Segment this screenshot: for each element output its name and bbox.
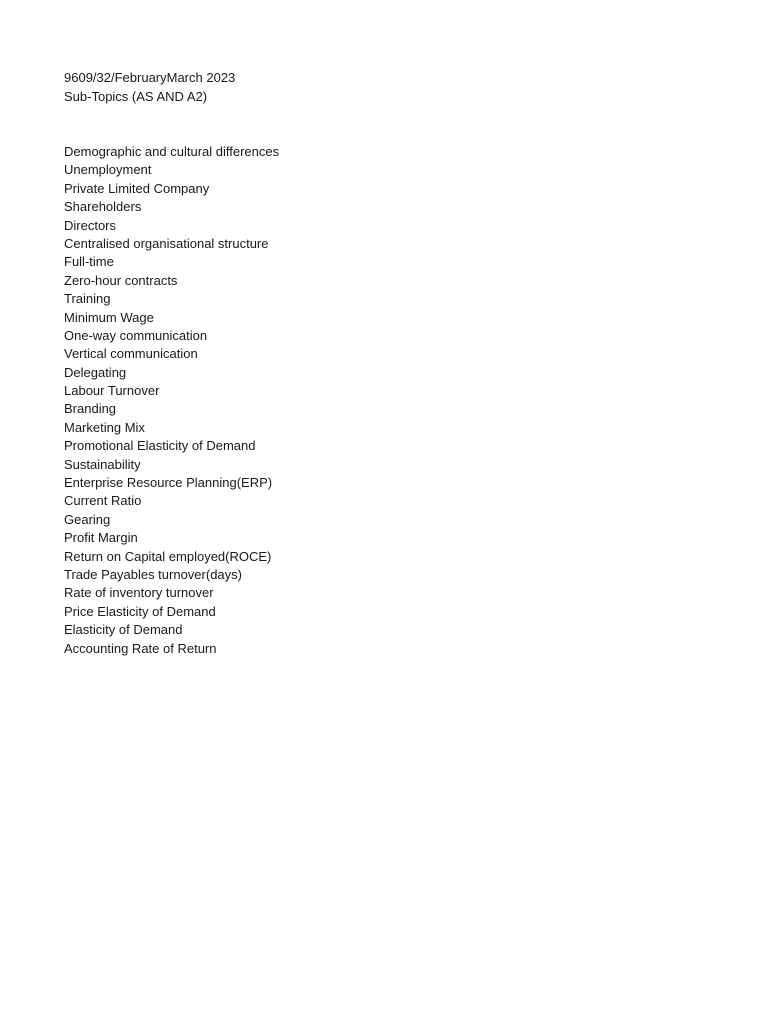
topic-item: Trade Payables turnover(days) (64, 566, 242, 582)
document-header (64, 69, 704, 106)
topic-item: Zero-hour contracts (64, 272, 178, 288)
topic-item: Marketing Mix (64, 419, 145, 435)
topic-item: Sustainability (64, 456, 141, 472)
topic-item: One-way communication (64, 327, 208, 343)
paper-code: 9609/32/FebruaryMarch 2023 (64, 70, 236, 85)
topic-item: Profit Margin (64, 530, 138, 546)
topic-item: Current Ratio (64, 493, 142, 509)
topic-item: Centralised organisational structure (64, 235, 269, 251)
topic-item: Branding (64, 401, 117, 417)
topic-item: Minimum Wage (64, 309, 154, 325)
topic-item: Full-time (64, 254, 114, 270)
topic-item: Accounting Rate of Return (64, 640, 217, 656)
topic-item: Rate of inventory turnover (64, 585, 214, 601)
topic-item: Delegating (64, 364, 127, 380)
document-page (64, 69, 704, 658)
topic-list (64, 143, 704, 658)
topic-item: Private Limited Company (64, 180, 210, 196)
topic-item: Shareholders (64, 199, 142, 215)
topic-item: Price Elasticity of Demand (64, 603, 216, 619)
header-spacer (64, 106, 704, 143)
topic-item: Labour Turnover (64, 383, 160, 399)
document-subtitle: Sub-Topics (AS AND A2) (64, 88, 208, 104)
topic-item: Unemployment (64, 162, 152, 178)
topic-item: Training (64, 291, 111, 307)
topic-item: Enterprise Resource Planning(ERP) (64, 475, 273, 491)
topic-item: Gearing (64, 511, 111, 527)
topic-item: Return on Capital employed(ROCE) (64, 548, 272, 564)
topic-item: Vertical communication (64, 346, 198, 362)
topic-item: Directors (64, 217, 117, 233)
topic-item: Promotional Elasticity of Demand (64, 438, 256, 454)
topic-item: Elasticity of Demand (64, 622, 183, 638)
topic-item: Demographic and cultural differences (64, 144, 280, 159)
